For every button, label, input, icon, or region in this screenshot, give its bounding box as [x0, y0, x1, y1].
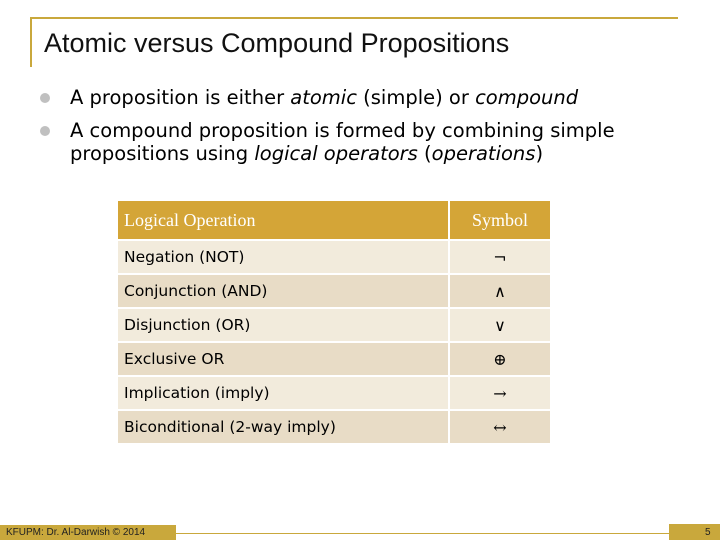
footer-credit: KFUPM: Dr. Al-Darwish © 2014: [6, 527, 146, 538]
bullet-text-segment: A proposition is either: [70, 86, 291, 109]
bullet-dot-icon: [40, 126, 50, 136]
table-row: [118, 411, 550, 445]
bullet-text-segment: A compound proposition is formed by combining simple propositions using: [70, 119, 615, 165]
bullet-text-italic: atomic: [290, 86, 357, 109]
operation-cell: Implication (imply): [118, 377, 448, 411]
header-symbol: Symbol: [448, 201, 550, 241]
bullet-list: [40, 86, 700, 175]
biconditional-symbol: ↔: [448, 411, 550, 445]
table-header-row: [118, 201, 550, 241]
bullet-text-segment: (simple) or: [356, 86, 476, 109]
conjunction-symbol: ∧: [448, 275, 550, 309]
header-operation: Logical Operation: [118, 201, 448, 241]
disjunction-symbol: ∨: [448, 309, 550, 343]
negation-symbol: ¬: [448, 241, 550, 275]
page-number: 5: [705, 527, 711, 538]
title-frame-top-rule: [30, 17, 678, 19]
bullet-item: [40, 86, 700, 109]
logical-operations-table: [118, 201, 550, 445]
operation-cell: Disjunction (OR): [118, 309, 448, 343]
bullet-text-segment: (: [417, 142, 432, 165]
operation-cell: Conjunction (AND): [118, 275, 448, 309]
implication-symbol: →: [448, 377, 550, 411]
bullet-text-italic: compound: [475, 86, 579, 109]
table-row: [118, 309, 550, 343]
footer-rule: [176, 533, 669, 534]
operation-cell: Biconditional (2-way imply): [118, 411, 448, 445]
bullet-text: [70, 86, 578, 109]
exclusive-or-symbol: ⊕: [448, 343, 550, 377]
bullet-text-segment: ): [535, 142, 544, 165]
page-number-box: [669, 524, 720, 540]
table-row: [118, 377, 550, 411]
bullet-text-italic: operations: [431, 142, 536, 165]
operation-cell: Exclusive OR: [118, 343, 448, 377]
table-row: [118, 241, 550, 275]
operation-cell: Negation (NOT): [118, 241, 448, 275]
table-row: [118, 275, 550, 309]
title-frame-left-rule: [30, 17, 32, 67]
bullet-item: [40, 119, 700, 165]
bullet-text: [70, 119, 615, 165]
bullet-text-italic: logical operators: [254, 142, 418, 165]
table-row: [118, 343, 550, 377]
slide-title: Atomic versus Compound Propositions: [44, 28, 510, 58]
bullet-dot-icon: [40, 93, 50, 103]
